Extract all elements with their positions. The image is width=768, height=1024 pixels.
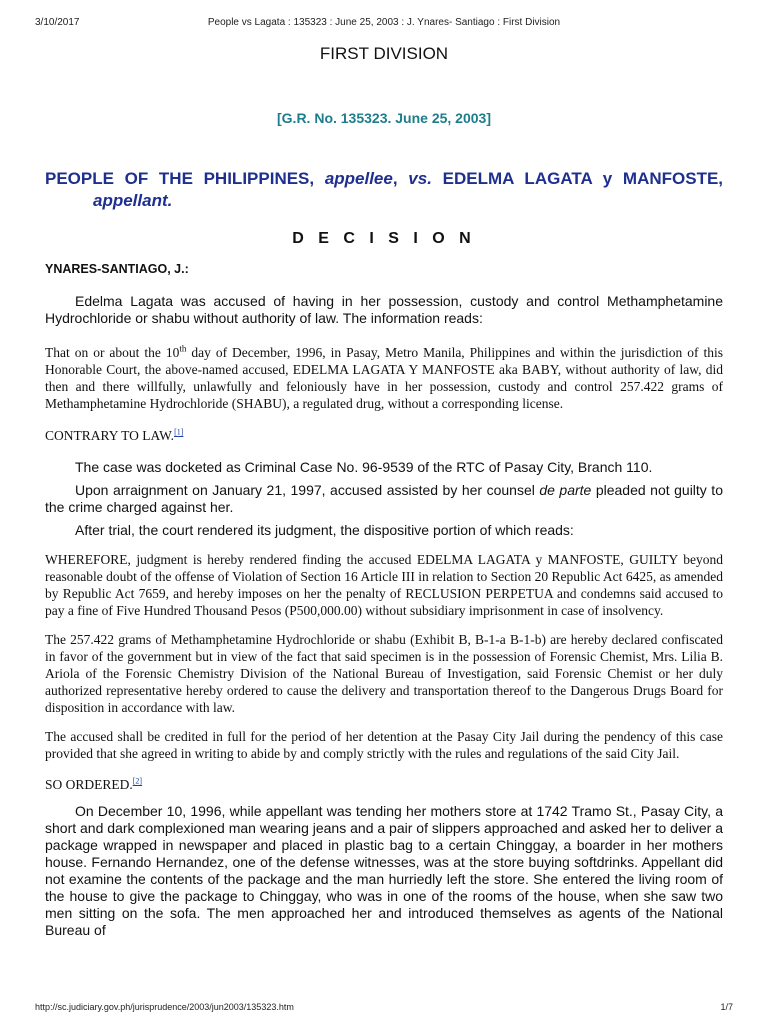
appellee-name: PEOPLE OF THE PHILIPPINES, xyxy=(45,169,315,188)
parties-comma: , xyxy=(392,169,398,188)
quote-information: That on or about the 10th day of December, 1996, in Pasay, Metro Manila, Philippines and within the jurisdiction of this Honorable Court, the above-named accused, EDELMA LAGATA Y MANFOSTE aka BABY, without authority of law, did then and there willfully, unlawfully and feloniously have in her possession, custody and control 257.422 grams of Methamphetamine Hydrochloride (SHABU), a regulated drug, without a corresponding license. xyxy=(45,343,723,411)
appellant-label: appellant. xyxy=(93,191,173,210)
print-header xyxy=(35,17,733,31)
print-footer xyxy=(35,1002,733,1016)
case-parties xyxy=(45,168,723,212)
paragraph-accusation: Edelma Lagata was accused of having in her possession, custody and control Methamphetamine Hydrochloride or shabu without authority of law. The information reads: xyxy=(45,293,723,326)
document-body xyxy=(45,40,723,939)
decision-title: D E C I S I O N xyxy=(292,230,476,247)
paragraph-facts: On December 10, 1996, while appellant was tending her mothers store at 1742 Tramo St., Pasay City, a short and dark complexioned man wearing jeans and a pair of slippers approached and asked her to deliver a package wrapped in newspaper and placed in plastic bag to a certain Chinggay, a boarder in her mothers house. Fernando Hernandez, one of the defense witnesses, was at the store buying softdrinks. Appellant did not examine the contents of the package and the man hurriedly left the store. She entered the living room of the house to give the package to Chinggay, who was in one of the rooms of the house, when she saw two men sitting on the sofa. The men approached her and introduced themselves as agents of the National Bureau of xyxy=(45,803,723,938)
division-heading: FIRST DIVISION xyxy=(319,44,449,63)
paragraph-docket: The case was docketed as Criminal Case No. 96-9539 of the RTC of Pasay City, Branch 110. xyxy=(75,459,653,475)
quote-confiscation: The 257.422 grams of Methamphetamine Hydrochloride or shabu (Exhibit B, B-1-a B-1-b) are hereby declared confiscated in favor of the government but in view of the fact that said specimen is in the possession of Forensic Chemist, Mrs. Lilia B. Ariola of the Forensic Chemistry Division of the National Bureau of Investigation, said Forensic Chemist or her duly authorized representative hereby ordered to cause the delivery and transportation thereof to the Dangerous Drugs Board for disposition in accordance with law. xyxy=(45,632,723,715)
appellant-name: EDELMA LAGATA y MANFOSTE, xyxy=(442,169,724,188)
paragraph-arraignment: Upon arraignment on January 21, 1997, accused assisted by her counsel de parte pleaded not guilty to the crime charged against her. xyxy=(45,482,723,515)
print-title: People vs Lagata : 135323 : June 25, 2003 : J. Ynares- Santiago : First Division xyxy=(207,17,561,28)
footnote-link-1[interactable]: [1] xyxy=(174,427,184,437)
quote-detention: The accused shall be credited in full for the period of her detention at the Pasay City Jail during the pendency of this case provided that she agreed in writing to abide by and comply strictly with the rules and regulations of the said City Jail. xyxy=(45,729,723,761)
appellee-label: appellee xyxy=(324,169,393,188)
source-url[interactable]: http://sc.judiciary.gov.ph/jurisprudence/2003/jun2003/135323.htm xyxy=(35,1002,294,1012)
so-ordered: SO ORDERED.[2] xyxy=(45,776,143,792)
print-date: 3/10/2017 xyxy=(35,17,80,28)
page-number: 1/7 xyxy=(720,1002,733,1012)
contrary-to-law: CONTRARY TO LAW.[1] xyxy=(45,427,184,443)
quote-judgment: WHEREFORE, judgment is hereby rendered finding the accused EDELMA LAGATA y MANFOSTE, GUILTY beyond reasonable doubt of the offense of Violation of Section 16 Article III in relation to Section 20 Republic Act 6425, as amended by Republic Act 7659, and hereby imposes on her the penalty of RECLUSION PERPETUA and condemns said accused to pay a fine of Five Hundred Thousand Pesos (P500,000.00) without subsidiary imprisonment in case of insolvency. xyxy=(45,552,723,618)
paragraph-trial: After trial, the court rendered its judgment, the dispositive portion of which reads: xyxy=(75,522,574,538)
footnote-link-2[interactable]: [2] xyxy=(132,776,143,786)
case-number: [G.R. No. 135323. June 25, 2003] xyxy=(277,110,491,126)
ponente: YNARES-SANTIAGO, J.: xyxy=(45,262,189,276)
versus-label: vs. xyxy=(408,169,432,188)
